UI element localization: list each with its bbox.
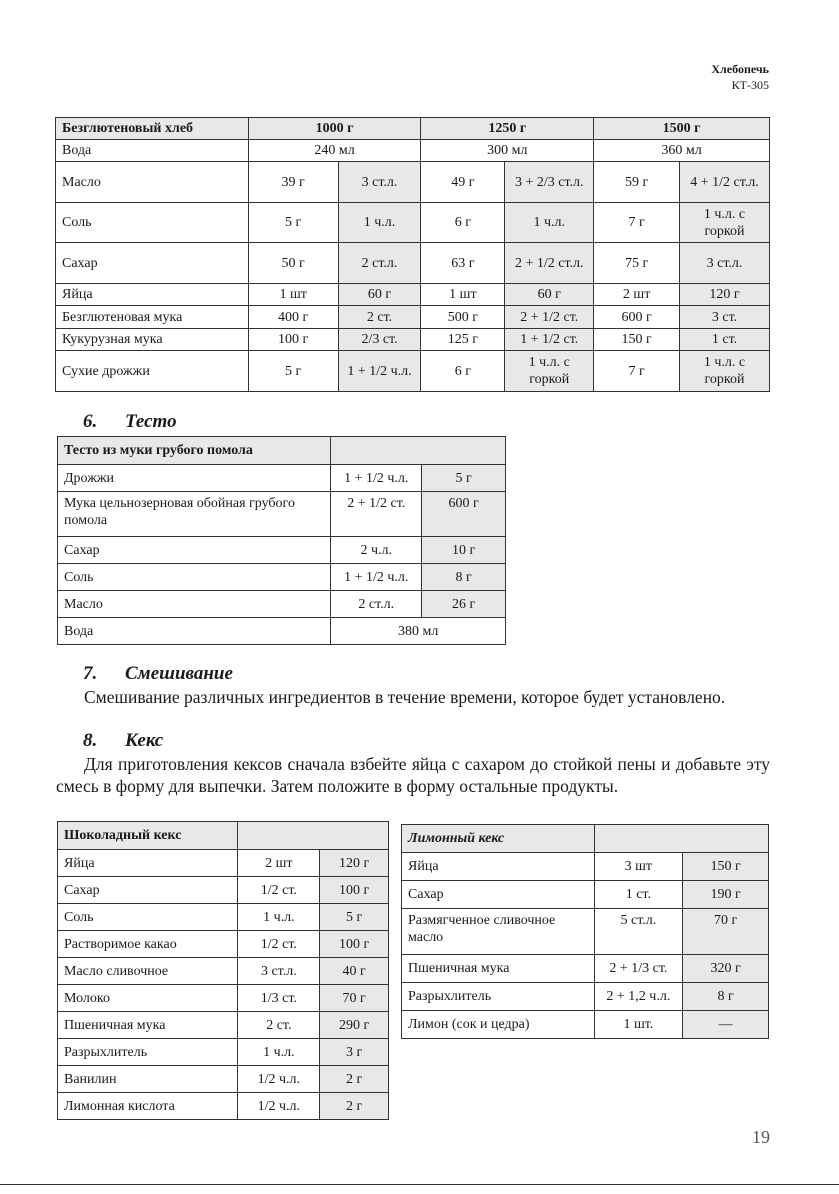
table-cell: 2 ст.л. <box>338 243 421 284</box>
row-label: Вода <box>58 618 331 645</box>
row-label: Кукурузная мука <box>56 329 249 351</box>
table-cell: 1 ст. <box>680 329 770 351</box>
size-header: 1000 г <box>248 118 421 140</box>
section-number: 7. <box>83 663 98 684</box>
page-header <box>711 61 769 93</box>
table-cell: 3 ст.л. <box>238 958 320 985</box>
table-cell: 3 ст.л. <box>338 162 421 203</box>
table-cell: 60 г <box>338 284 421 306</box>
table-cell: 360 мл <box>594 140 770 162</box>
table-cell: 75 г <box>594 243 680 284</box>
row-label: Размягченное сливочное масло <box>402 909 595 955</box>
table-cell: 400 г <box>248 306 338 329</box>
table-cell: 2 + 1/2 ст.л. <box>505 243 594 284</box>
table-cell: 3 ст.л. <box>680 243 770 284</box>
row-label: Дрожжи <box>58 465 331 492</box>
row-label: Сахар <box>402 881 595 909</box>
table-cell: 2 ст. <box>338 306 421 329</box>
section-7-text <box>56 686 770 708</box>
row-label: Молоко <box>58 985 238 1012</box>
paragraph-text: Смешивание различных ингредиентов в течение времени, которое будет установлено. <box>84 687 726 707</box>
table-cell: 2 шт <box>238 850 320 877</box>
table-cell: 1 ст. <box>594 881 683 909</box>
table-cell: 2 шт <box>594 284 680 306</box>
bottom-rule <box>0 1184 839 1185</box>
table-cell: 59 г <box>594 162 680 203</box>
table-cell: 40 г <box>320 958 389 985</box>
table-cell: 2 ст. <box>238 1012 320 1039</box>
table-cell: 1/2 ст. <box>238 877 320 904</box>
row-label: Сахар <box>56 243 249 284</box>
table-cell: 10 г <box>422 537 506 564</box>
size-header: 1250 г <box>421 118 594 140</box>
table-cell: 26 г <box>422 591 506 618</box>
table-cell: 49 г <box>421 162 505 203</box>
table-cell: 7 г <box>594 351 680 392</box>
section-title: Кекс <box>125 730 164 751</box>
section-title: Смешивание <box>125 663 233 684</box>
table-cell: 2 + 1/3 ст. <box>594 955 683 983</box>
size-header: 1500 г <box>594 118 770 140</box>
section-6-heading <box>83 411 177 433</box>
table-cell: 50 г <box>248 243 338 284</box>
table-cell: 2 + 1,2 ч.л. <box>594 983 683 1011</box>
table-cell: 240 мл <box>248 140 421 162</box>
table-cell: 100 г <box>248 329 338 351</box>
table-cell: 2 ст.л. <box>331 591 422 618</box>
row-label: Разрыхлитель <box>402 983 595 1011</box>
header-brand: Хлебопечь <box>711 62 769 76</box>
table-cell: 1 шт <box>248 284 338 306</box>
table-cell: 190 г <box>683 881 769 909</box>
table-cell: 100 г <box>320 877 389 904</box>
table-cell: 63 г <box>421 243 505 284</box>
chocolate-cake-table <box>57 821 389 1120</box>
row-label: Сахар <box>58 877 238 904</box>
table-cell: 2 ч.л. <box>331 537 422 564</box>
table-cell: 70 г <box>320 985 389 1012</box>
row-label: Разрыхлитель <box>58 1039 238 1066</box>
table-cell: 120 г <box>680 284 770 306</box>
gluten-free-table <box>55 117 770 392</box>
row-label: Яйца <box>56 284 249 306</box>
table-cell: 5 г <box>248 203 338 243</box>
paragraph-text: Для приготовления кексов сначала взбейте яйца с сахаром до стойкой пены и добавьте эту смесь в форму для выпечки. Затем положите в форму остальные продукты. <box>56 754 770 796</box>
row-label: Лимонная кислота <box>58 1093 238 1120</box>
table-cell: 600 г <box>594 306 680 329</box>
table-cell: 1 шт. <box>594 1011 683 1039</box>
section-number: 6. <box>83 411 98 432</box>
row-label: Масло <box>58 591 331 618</box>
table-cell: 100 г <box>320 931 389 958</box>
table-cell: 3 ст. <box>680 306 770 329</box>
table-cell: 1 ч.л. с горкой <box>505 351 594 392</box>
page-number: 19 <box>752 1127 770 1147</box>
row-label: Сахар <box>58 537 331 564</box>
table-cell: 300 мл <box>421 140 594 162</box>
table-cell: 125 г <box>421 329 505 351</box>
row-label: Вода <box>56 140 249 162</box>
table-cell: 3 + 2/3 ст.л. <box>505 162 594 203</box>
row-label: Соль <box>56 203 249 243</box>
header-empty-cell <box>331 437 506 465</box>
table-cell: 1 + 1/2 ч.л. <box>331 465 422 492</box>
table-cell: 1 ч.л. <box>338 203 421 243</box>
header-model: КТ-305 <box>731 78 769 92</box>
table-cell: 380 мл <box>331 618 506 645</box>
table-cell: 1 ч.л. <box>505 203 594 243</box>
table-cell: 3 шт <box>594 853 683 881</box>
table-cell: 2 + 1/2 ст. <box>331 492 422 537</box>
table-cell: 60 г <box>505 284 594 306</box>
table-cell: 5 г <box>248 351 338 392</box>
table-cell: 1 ч.л. <box>238 904 320 931</box>
table-cell: 6 г <box>421 351 505 392</box>
table-cell: 1 + 1/2 ч.л. <box>338 351 421 392</box>
table-cell: 120 г <box>320 850 389 877</box>
section-number: 8. <box>83 730 98 751</box>
table-cell: 320 г <box>683 955 769 983</box>
row-label: Яйца <box>402 853 595 881</box>
gluten-table-title: Безглютеновый хлеб <box>56 118 249 140</box>
table-cell: 2 + 1/2 ст. <box>505 306 594 329</box>
table-cell: 5 ст.л. <box>594 909 683 955</box>
table-cell: 1 + 1/2 ч.л. <box>331 564 422 591</box>
section-8-text <box>56 753 770 797</box>
table-cell: 500 г <box>421 306 505 329</box>
table-cell: 4 + 1/2 ст.л. <box>680 162 770 203</box>
table-cell: 7 г <box>594 203 680 243</box>
table-cell: 1/3 ст. <box>238 985 320 1012</box>
table-cell: 39 г <box>248 162 338 203</box>
lemon-cake-table <box>401 824 769 1039</box>
row-label: Масло сливочное <box>58 958 238 985</box>
row-label: Яйца <box>58 850 238 877</box>
section-8-heading <box>83 730 163 752</box>
table-cell: 6 г <box>421 203 505 243</box>
row-label: Мука цельнозерновая обойная грубого помола <box>58 492 331 537</box>
dough-table <box>57 436 506 645</box>
table-cell: 5 г <box>422 465 506 492</box>
table-cell: 2 г <box>320 1066 389 1093</box>
header-empty-cell <box>594 825 769 853</box>
row-label: Безглютеновая мука <box>56 306 249 329</box>
section-title: Тесто <box>125 411 177 432</box>
table-cell: 70 г <box>683 909 769 955</box>
row-label: Пшеничная мука <box>402 955 595 983</box>
row-label: Пшеничная мука <box>58 1012 238 1039</box>
row-label: Лимон (сок и цедра) <box>402 1011 595 1039</box>
choc-table-title: Шоколадный кекс <box>58 822 238 850</box>
table-cell: 1/2 ч.л. <box>238 1066 320 1093</box>
table-cell: 290 г <box>320 1012 389 1039</box>
table-cell: 600 г <box>422 492 506 537</box>
table-cell: 1 ч.л. с горкой <box>680 203 770 243</box>
table-cell: — <box>683 1011 769 1039</box>
table-cell: 2/3 ст. <box>338 329 421 351</box>
table-cell: 150 г <box>683 853 769 881</box>
table-cell: 2 г <box>320 1093 389 1120</box>
table-cell: 1 ч.л. с горкой <box>680 351 770 392</box>
table-cell: 150 г <box>594 329 680 351</box>
header-empty-cell <box>238 822 389 850</box>
table-cell: 1/2 ч.л. <box>238 1093 320 1120</box>
table-cell: 1 + 1/2 ст. <box>505 329 594 351</box>
table-cell: 1 шт <box>421 284 505 306</box>
table-cell: 8 г <box>422 564 506 591</box>
table-cell: 8 г <box>683 983 769 1011</box>
dough-table-title: Тесто из муки грубого помола <box>58 437 331 465</box>
row-label: Растворимое какао <box>58 931 238 958</box>
table-cell: 5 г <box>320 904 389 931</box>
row-label: Соль <box>58 564 331 591</box>
table-cell: 3 г <box>320 1039 389 1066</box>
row-label: Ванилин <box>58 1066 238 1093</box>
row-label: Масло <box>56 162 249 203</box>
section-7-heading <box>83 663 233 685</box>
row-label: Сухие дрожжи <box>56 351 249 392</box>
table-cell: 1 ч.л. <box>238 1039 320 1066</box>
table-cell: 1/2 ст. <box>238 931 320 958</box>
lemon-table-title: Лимонный кекс <box>402 825 595 853</box>
row-label: Соль <box>58 904 238 931</box>
